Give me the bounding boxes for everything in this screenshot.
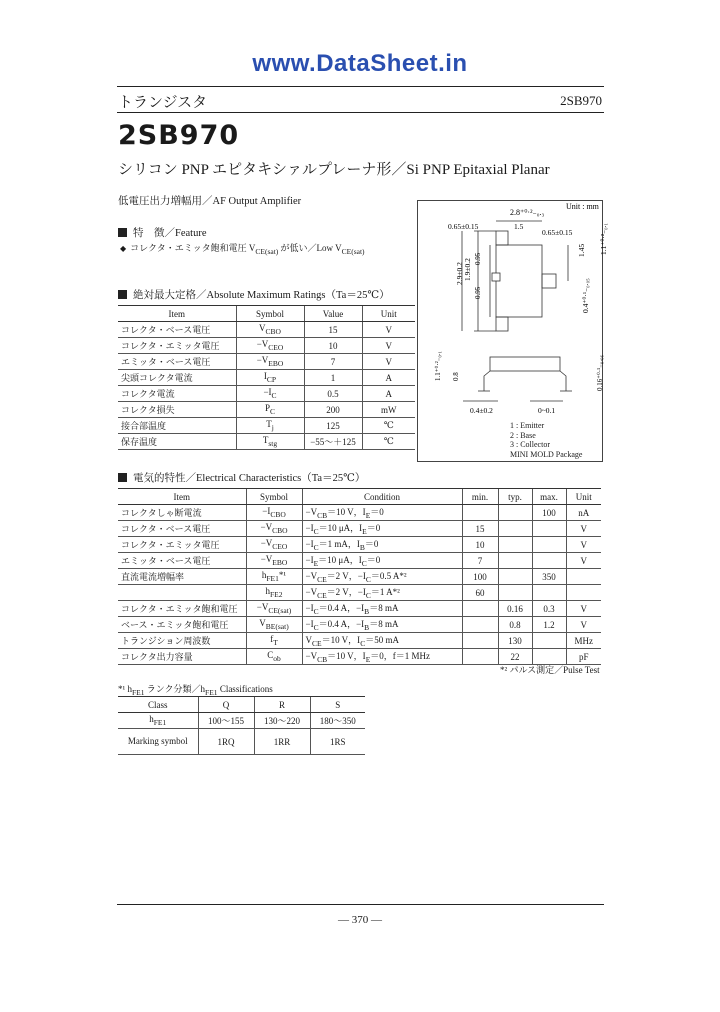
table-row [118, 322, 415, 338]
table-cell: エミッタ・ベース電圧 [118, 354, 236, 370]
table-cell: 0.5 [304, 386, 362, 402]
abs-col-header: Value [304, 306, 362, 322]
dim-pitch-a: 0.95 [474, 252, 482, 265]
elec-heading-text: 電気的特性／Electrical Characteristics（Ta＝25℃） [133, 473, 366, 484]
section-bullet [118, 473, 127, 482]
table-cell: nA [566, 505, 601, 521]
subtitle: シリコン PNP エピタキシァルプレーナ形／Si PNP Epitaxial Planar [118, 162, 550, 178]
part-number: 2SB970 [118, 120, 240, 151]
table-cell: $h_{FE2}$ [246, 585, 302, 601]
elec-col-header: max. [532, 489, 566, 505]
table-cell: V [566, 553, 601, 569]
table-cell: $h_{FE1}*^1$ [246, 569, 302, 585]
table-row [118, 569, 601, 585]
table-cell: $-V_{CB}=10$ V，$I_E=0$，f＝1 MHz [302, 649, 462, 665]
table-cell: トランジション周波数 [118, 633, 246, 649]
page-number: — 370 — [338, 914, 382, 926]
table-row [118, 601, 601, 617]
table-cell: 1 [304, 370, 362, 386]
feature-heading-text: 特 徴／Feature [133, 228, 207, 239]
table-cell: 100 [532, 505, 566, 521]
table-cell: 130～220 [254, 713, 310, 729]
table-cell: 100 [462, 569, 498, 585]
table-cell: コレクタ損失 [118, 402, 236, 418]
table-cell: MHz [566, 633, 601, 649]
table-cell: コレクタしゃ断電流 [118, 505, 246, 521]
dim-gap: 0~0.1 [538, 406, 556, 415]
classifications-table [118, 696, 365, 755]
dim-lead-width: 0.4⁺⁰·¹₋₀.₀₅ [581, 278, 590, 313]
dim-body-h2: 1.1⁺⁰·²₋₀.₁ [599, 222, 608, 255]
pulse-test-note: *² パルス測定／Pulse Test [500, 665, 600, 675]
dim-pitch-b: 0.95 [474, 286, 482, 299]
abs-col-header: Symbol [236, 306, 304, 322]
table-cell: 1.2 [532, 617, 566, 633]
table-cell: $-V_{CE}=2$ V，$-I_C=0.5$ A*² [302, 569, 462, 585]
dim-right-h: 0.16⁺⁰·¹₋₀.₀₆ [596, 355, 604, 391]
table-cell: $f_T$ [246, 633, 302, 649]
table-cell: 0.3 [532, 601, 566, 617]
table-cell: 接合部温度 [118, 418, 236, 434]
table-cell: 22 [498, 649, 532, 665]
table-row [118, 633, 601, 649]
table-cell: $V_{BE(sat)}$ [246, 617, 302, 633]
table-cell: A [362, 370, 415, 386]
feature-heading [118, 225, 207, 240]
table-cell: 100～155 [198, 713, 254, 729]
table-row [118, 521, 601, 537]
table-cell: エミッタ・ベース電圧 [118, 553, 246, 569]
table-cell: $P_C$ [236, 402, 304, 418]
table-cell: $-I_{CBO}$ [246, 505, 302, 521]
table-cell: $-V_{EBO}$ [236, 354, 304, 370]
elec-heading [118, 470, 365, 485]
table-cell [498, 537, 532, 553]
table-cell: $T_j$ [236, 418, 304, 434]
table-cell: コレクタ出力容量 [118, 649, 246, 665]
elec-col-header: Symbol [246, 489, 302, 505]
bullet-icon: ◆ [120, 244, 127, 253]
watermark: www.DataSheet.in [252, 50, 468, 77]
class-col-header: Q [198, 697, 254, 713]
table-cell: 直流電流増幅率 [118, 569, 246, 585]
table-cell: pF [566, 649, 601, 665]
table-cell [462, 649, 498, 665]
elec-col-header: typ. [498, 489, 532, 505]
pin-2-label: 2 : Base [510, 430, 536, 440]
table-cell: 0.8 [498, 617, 532, 633]
elec-col-header: Unit [566, 489, 601, 505]
abs-col-header: Item [118, 306, 236, 322]
dim-lead-pitch: 1.5 [514, 222, 524, 231]
header-rule-top [117, 86, 604, 87]
table-cell: $-I_E=10$ μA，$I_C=0$ [302, 553, 462, 569]
table-cell: コレクタ・エミッタ電圧 [118, 338, 236, 354]
table-cell: 15 [304, 322, 362, 338]
table-row [118, 585, 601, 601]
table-row [118, 617, 601, 633]
table-cell: 125 [304, 418, 362, 434]
table-row [118, 418, 415, 434]
abs-col-header: Unit [362, 306, 415, 322]
table-cell: $-V_{CBO}$ [246, 521, 302, 537]
table-cell: 60 [462, 585, 498, 601]
elec-char-table [118, 488, 601, 665]
table-row [118, 434, 415, 450]
table-cell: $-V_{CE(sat)}$ [246, 601, 302, 617]
abs-max-heading [118, 287, 390, 302]
abs-max-heading-text: 絶対最大定格／Absolute Maximum Ratings（Ta＝25℃） [133, 290, 390, 301]
table-cell: 180～350 [310, 713, 365, 729]
dim-side-h1: 1.1⁺⁰·²₋₀.₁ [434, 350, 442, 381]
pin-3-label: 3 : Collector [510, 440, 550, 449]
table-cell [566, 585, 601, 601]
table-row [118, 553, 601, 569]
package-caption [510, 421, 582, 459]
table-row [118, 370, 415, 386]
table-cell: $C_{ob}$ [246, 649, 302, 665]
table-cell: $-V_{CEO}$ [236, 338, 304, 354]
table-cell [532, 585, 566, 601]
table-cell: 尖頭コレクタ電流 [118, 370, 236, 386]
table-cell [566, 569, 601, 585]
elec-col-header: Item [118, 489, 246, 505]
table-cell [462, 633, 498, 649]
dim-height-mid: 1.9±0.2 [463, 258, 472, 281]
table-cell [498, 521, 532, 537]
table-cell: ℃ [362, 418, 415, 434]
table-row [118, 354, 415, 370]
table-cell: $-V_{CB}=10$ V，$I_E=0$ [302, 505, 462, 521]
dim-lead-offset: 0.65±0.15 [448, 222, 479, 231]
table-cell [532, 633, 566, 649]
section-bullet [118, 290, 127, 299]
table-cell: $-I_C=0.4$ A，$-I_B=8$ mA [302, 601, 462, 617]
package-name: MINI MOLD Package [510, 449, 583, 459]
table-cell: 200 [304, 402, 362, 418]
table-cell: コレクタ・ベース電圧 [118, 521, 246, 537]
table-cell: V [566, 601, 601, 617]
table-cell: 130 [498, 633, 532, 649]
dim-height-total: 2.9±0.2 [455, 262, 464, 285]
feature-item [120, 241, 365, 256]
table-cell [498, 553, 532, 569]
table-cell: 7 [304, 354, 362, 370]
table-cell [532, 553, 566, 569]
table-cell: $V_{CE}=10$ V，$I_C=50$ mA [302, 633, 462, 649]
class-col-header: Class [118, 697, 198, 713]
table-cell: 1RR [254, 729, 310, 755]
table-cell: $T_{stg}$ [236, 434, 304, 450]
elec-col-header: min. [462, 489, 498, 505]
table-cell: $-I_C=0.4$ A，$-I_B=8$ mA [302, 617, 462, 633]
table-cell [532, 521, 566, 537]
header-part: 2SB970 [560, 93, 602, 108]
table-cell: V [566, 537, 601, 553]
abs-max-table [118, 305, 415, 450]
table-cell: V [362, 322, 415, 338]
table-cell: mW [362, 402, 415, 418]
table-cell: コレクタ・エミッタ電圧 [118, 537, 246, 553]
table-cell: V [362, 354, 415, 370]
table-cell: コレクタ電流 [118, 386, 236, 402]
header-rule-bottom [117, 112, 604, 113]
table-cell: コレクタ・エミッタ飽和電圧 [118, 601, 246, 617]
table-cell [462, 601, 498, 617]
table-row [118, 505, 601, 521]
table-cell: 10 [304, 338, 362, 354]
table-cell: Marking symbol [118, 729, 198, 755]
table-cell [498, 585, 532, 601]
table-cell: 1RQ [198, 729, 254, 755]
table-cell [462, 505, 498, 521]
table-cell: V [566, 617, 601, 633]
table-cell: コレクタ・ベース電圧 [118, 322, 236, 338]
table-cell: $V_{CBO}$ [236, 322, 304, 338]
dim-lead-offset-right: 0.65±0.15 [542, 228, 573, 237]
table-cell: 350 [532, 569, 566, 585]
table-cell: ベース・エミッタ飽和電圧 [118, 617, 246, 633]
table-row [118, 729, 365, 755]
table-cell [498, 569, 532, 585]
dim-top-width: 2.8⁺⁰·²₋₀.₃ [510, 208, 545, 217]
table-cell: $h_{FE1}$ [118, 713, 198, 729]
table-cell: $-V_{CE}=2$ V，$-I_C=1$ A*² [302, 585, 462, 601]
feature-text: コレクタ・エミッタ飽和電圧 $V_{CE(sat)}$ が低い／Low $V_{CE(sat)}$ [130, 243, 365, 256]
footer-rule [117, 904, 604, 905]
table-cell [462, 617, 498, 633]
table-cell: V [566, 521, 601, 537]
table-cell: $I_{CP}$ [236, 370, 304, 386]
table-cell: V [362, 338, 415, 354]
application: 低電圧出力増幅用／AF Output Amplifier [118, 196, 302, 207]
table-cell: $-I_C$ [236, 386, 304, 402]
table-row [118, 713, 365, 729]
table-cell [498, 505, 532, 521]
table-cell: $-V_{CEO}$ [246, 537, 302, 553]
table-cell: $-I_C=1$ mA，$I_B=0$ [302, 537, 462, 553]
pin-1-label: 1 : Emitter [510, 421, 545, 430]
table-cell: 0.16 [498, 601, 532, 617]
table-cell: ℃ [362, 434, 415, 450]
table-cell [118, 585, 246, 601]
table-cell [532, 537, 566, 553]
classifications-heading: *¹ $h_{FE1}$ ランク分類$/h_{FE1}$ Classifications [118, 684, 273, 697]
table-cell: 1RS [310, 729, 365, 755]
dim-side-h2: 0.8 [452, 372, 460, 381]
table-cell: $-V_{EBO}$ [246, 553, 302, 569]
table-cell: 7 [462, 553, 498, 569]
elec-col-header: Condition [302, 489, 462, 505]
dim-body-height: 1.45 [577, 243, 586, 257]
table-row [118, 537, 601, 553]
unit-label: Unit : mm [566, 202, 599, 211]
table-cell: 15 [462, 521, 498, 537]
dim-foot: 0.4±0.2 [470, 406, 493, 415]
header-category: トランジスタ [118, 93, 208, 111]
table-cell: 保存温度 [118, 434, 236, 450]
class-col-header: R [254, 697, 310, 713]
table-cell: 10 [462, 537, 498, 553]
table-row [118, 338, 415, 354]
section-bullet [118, 228, 127, 237]
class-col-header: S [310, 697, 365, 713]
table-cell: −55～＋125 [304, 434, 362, 450]
table-row [118, 386, 415, 402]
table-row [118, 402, 415, 418]
table-cell: $-I_C=10$ μA，$I_E=0$ [302, 521, 462, 537]
table-cell: A [362, 386, 415, 402]
